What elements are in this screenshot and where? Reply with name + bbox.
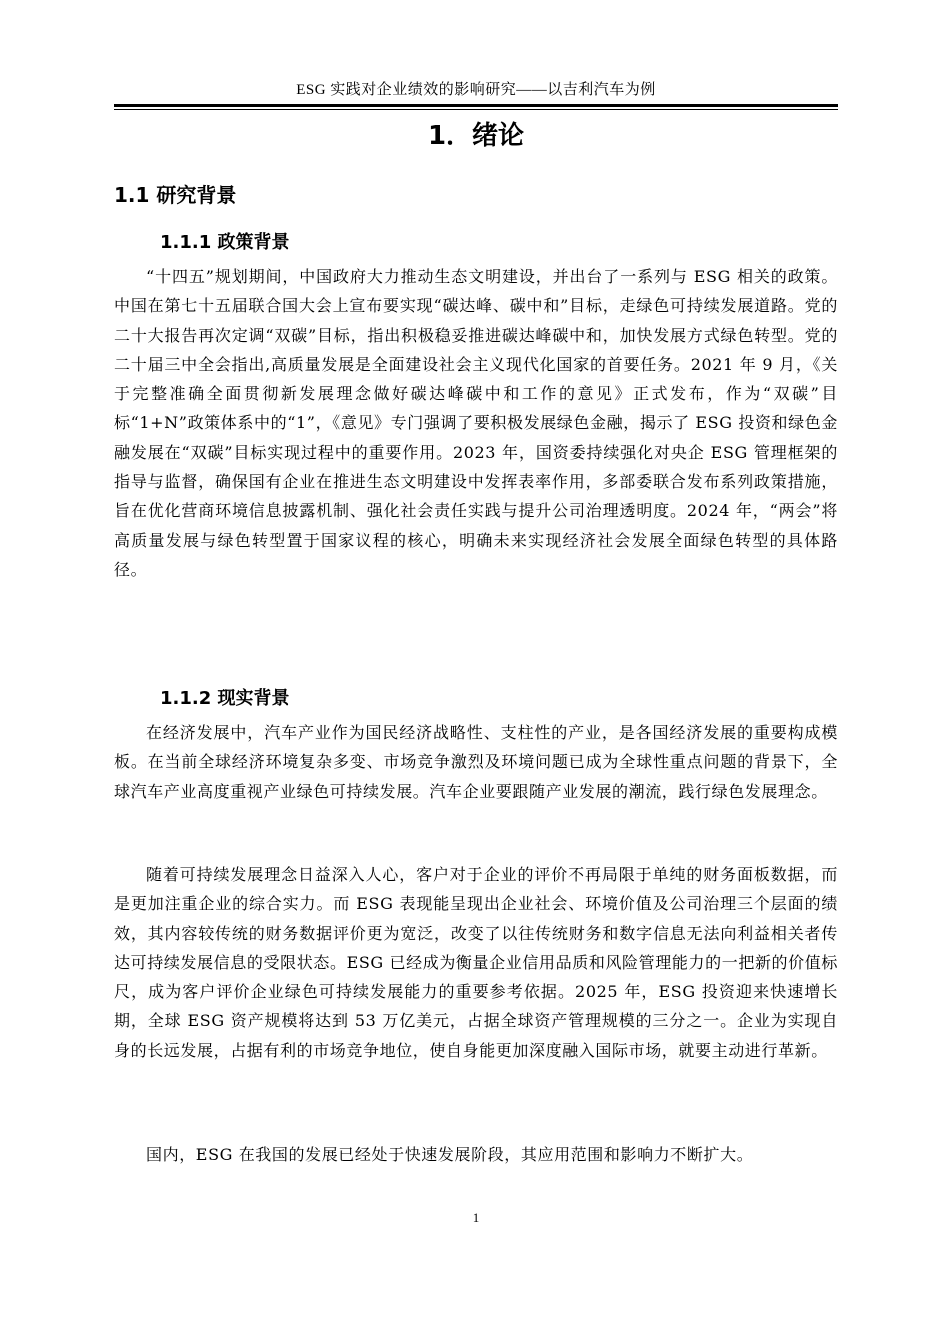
header-rule-thin (114, 109, 838, 110)
header-rule (114, 104, 838, 107)
paragraph-policy-background: “十四五”规划期间，中国政府大力推动生态文明建设，并出台了一系列与 ESG 相关的政策。中国在第七十五届联合国大会上宣布要实现“碳达峰、碳中和”目标，走绿色可持续发展道路。党的二十大报告再次定调“双碳”目标，指出积极稳妥推进碳达峰碳中和，加快发展方式绿色转型。党的二十届三中全会指出,高质量发展是全面建设社会主义现代化国家的首要任务。2021 年 9 月，《关于完整准确全面贯彻新发展理念做好碳达峰碳中和工作的意见》正式发布，作为“双碳”目标“1+N”政策体系中的“1”，《意见》专门强调了要积极发展绿色金融，揭示了 ESG 投资和绿色金融发展在“双碳”目标实现过程中的重要作用。2023 年，国资委持续强化对央企 ESG 管理框架的指导与监督，确保国有企业在推进生态文明建设中发挥表率作用，多部委联合发布系列政策措施，旨在优化营商环境信息披露机制、强化社会责任实践与提升公司治理透明度。2024 年，“两会”将高质量发展与绿色转型置于国家议程的核心，明确未来实现经济社会发展全面绿色转型的具体路径。 (114, 267, 838, 579)
section-heading-1-1: 1.1 研究背景 (114, 183, 237, 207)
page-number: 1 (472, 1210, 480, 1225)
paragraph-reality-3: 国内，ESG 在我国的发展已经处于快速发展阶段，其应用范围和影响力不断扩大。 (146, 1145, 754, 1164)
paragraph-reality-1: 在经济发展中，汽车产业作为国民经济战略性、支柱性的产业，是各国经济发展的重要构成模板。在当前全球经济环境复杂多变、市场竞争激烈及环境问题已成为全球性重点问题的背景下，全球汽车产业高度重视产业绿色可持续发展。汽车企业要跟随产业发展的潮流，践行绿色发展理念。 (114, 723, 838, 801)
paragraph-reality-2: 随着可持续发展理念日益深入人心，客户对于企业的评价不再局限于单纯的财务面板数据，而是更加注重企业的综合实力。而 ESG 表现能呈现出企业社会、环境价值及公司治理三个层面的绩效，其内容较传统的财务数据评价更为宽泛，改变了以往传统财务和数字信息无法向利益相关者传达可持续发展信息的受限状态。ESG 已经成为衡量企业信用品质和风险管理能力的一把新的价值标尺，成为客户评价企业绿色可持续发展能力的重要参考依据。2025 年，ESG 投资迎来快速增长期，全球 ESG 资产规模将达到 53 万亿美元，占据全球资产管理规模的三分之一。企业为实现自身的长远发展，占据有利的市场竞争地位，使自身能更加深度融入国际市场，就要主动进行革新。 (114, 865, 838, 1060)
section-heading-1-1-1: 1.1.1 政策背景 (160, 232, 290, 253)
chapter-title: 1．绪论 (427, 121, 525, 151)
section-heading-1-1-2: 1.1.2 现实背景 (160, 688, 290, 709)
running-header: ESG 实践对企业绩效的影响研究——以吉利汽车为例 (296, 82, 656, 98)
